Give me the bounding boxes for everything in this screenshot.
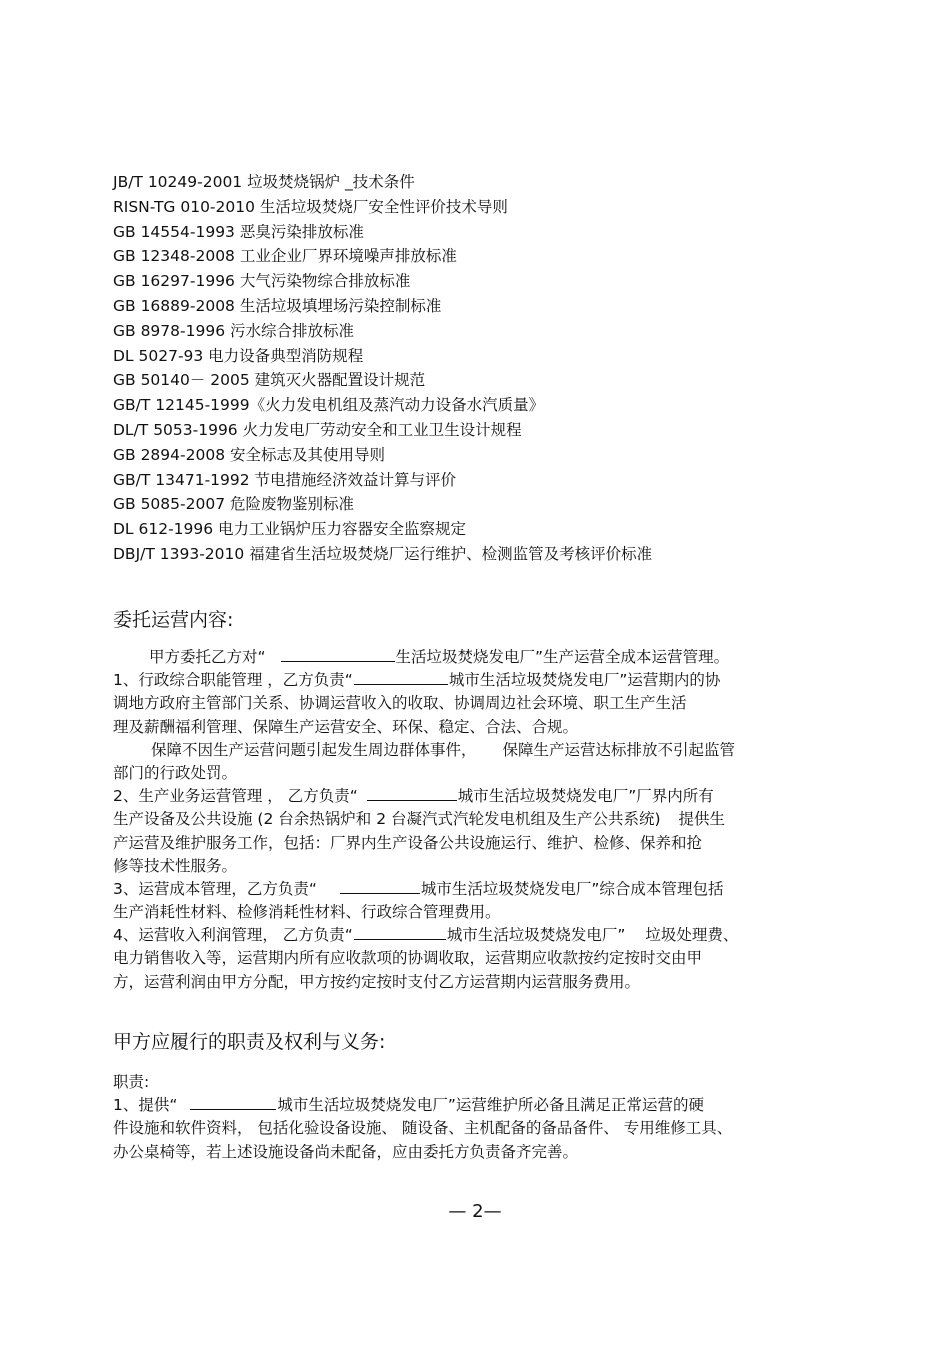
- text: 3、运营成本管理，乙方负责“: [113, 879, 317, 898]
- paragraph-line: 办公桌椅等，若上述设施设备尚未配备，应由委托方负责备齐完善。: [113, 1142, 579, 1161]
- text: 城市生活垃圾焚烧发电厂”运营期内的协: [448, 671, 721, 690]
- standard-item: RISN-TG 010-2010 生活垃圾焚烧厂安全性评价技术导则: [113, 197, 508, 216]
- paragraph-line: [113, 739, 853, 762]
- text: 城市生活垃圾焚烧发电厂”综合成本管理包括: [420, 879, 724, 898]
- text: 1、提供“: [113, 1096, 178, 1115]
- paragraph-line: 理及薪酬福利管理、保障生产运营安全、环保、稳定、合法、合规。: [113, 717, 579, 736]
- blank-underline: [281, 647, 395, 662]
- blank-underline: [190, 1095, 276, 1110]
- text: 甲方委托乙方对“: [149, 648, 266, 666]
- paragraph-line: [113, 924, 853, 947]
- standard-item: DL 5027-93 电力设备典型消防规程: [113, 346, 364, 365]
- standard-item: GB/T 12145-1999《火力发电机组及蒸汽动力设备水汽质量》: [113, 396, 545, 415]
- paragraph-line: 生产消耗性材料、检修消耗性材料、行政综合管理费用。: [113, 903, 501, 922]
- blank-underline: [354, 670, 448, 685]
- paragraph-line: 职责:: [113, 1073, 150, 1091]
- standard-item: GB/T 13471-1992 节电措施经济效益计算与评价: [113, 470, 457, 489]
- blank-underline: [367, 786, 457, 801]
- text: 城市生活垃圾焚烧发电厂”厂界内所有: [457, 787, 714, 806]
- paragraph-line: 产运营及维护服务工作，包括：厂界内生产设备公共设施运行、维护、检修、保养和抢: [113, 833, 703, 852]
- standard-item: GB 16889-2008 生活垃圾填埋场污染控制标准: [113, 296, 442, 315]
- section-body-party-a-duties: [113, 1071, 853, 1164]
- standards-list: [113, 170, 873, 567]
- paragraph-line: [113, 669, 853, 692]
- standard-item: GB 5085-2007 危险废物鉴别标准: [113, 495, 354, 514]
- paragraph-line: 调地方政府主管部门关系、协调运营收入的收取、协调周边社会环境、职工生产生活: [113, 694, 687, 713]
- standard-item: DL 612-1996 电力工业锅炉压力容器安全监察规定: [113, 520, 467, 539]
- paragraph-line: [113, 646, 853, 669]
- section-heading-entrusted-content: 委托运营内容:: [113, 609, 234, 631]
- text: 保障不因生产运营问题引起发生周边群体事件，: [151, 740, 477, 759]
- standard-item: DBJ/T 1393-2010 福建省生活垃圾焚烧厂运行维护、检测监管及考核评价标准: [113, 544, 653, 563]
- paragraph-line: 电力销售收入等，运营期内所有应收款项的协调收取，运营期应收款按约定按时交由甲: [113, 949, 703, 968]
- blank-underline: [354, 925, 446, 940]
- standard-item: GB 16297-1996 大气污染物综合排放标准: [113, 272, 411, 291]
- text: 生产设备及公共设施 (2 台余热锅炉和 2 台凝汽式汽轮发电机组及生产公共系统): [113, 810, 661, 829]
- text: 城市生活垃圾焚烧发电厂”运营维护所必备且满足正常运营的硬: [277, 1096, 704, 1115]
- paragraph-line: 部门的行政处罚。: [113, 763, 238, 782]
- text: 生活垃圾焚烧发电厂”生产运营全成本运营管理。: [395, 648, 730, 666]
- paragraph-line: [113, 808, 853, 831]
- text: 保障生产运营达标排放不引起监管: [502, 740, 736, 759]
- standard-item: GB 50140－ 2005 建筑灭火器配置设计规范: [113, 371, 426, 390]
- text: 4、运营收入利润管理， 乙方负责“: [113, 926, 353, 945]
- paragraph-line: 件设施和软件资料， 包括化验设备设施、 随设备、主机配备的备品备件、 专用维修工具、: [113, 1119, 733, 1138]
- text: 1、行政综合职能管理 ，乙方负责“: [113, 671, 353, 690]
- standard-item: GB 2894-2008 安全标志及其使用导则: [113, 445, 385, 464]
- paragraph-line: [113, 785, 853, 808]
- paragraph-line: [113, 1094, 853, 1117]
- paragraph-line: [113, 878, 853, 901]
- text: 城市生活垃圾焚烧发电厂”: [446, 926, 626, 945]
- standard-item: GB 8978-1996 污水综合排放标准: [113, 321, 354, 340]
- standard-item: DL/T 5053-1996 火力发电厂劳动安全和工业卫生设计规程: [113, 420, 522, 439]
- text: 2、生产业务运营管理 ， 乙方负责“: [113, 787, 358, 806]
- section-heading-party-a-duties: 甲方应履行的职责及权利与义务:: [113, 1031, 386, 1053]
- standard-item: GB 12348-2008 工业企业厂界环境噪声排放标准: [113, 247, 457, 266]
- text: 提供生: [678, 810, 726, 829]
- blank-underline: [340, 879, 420, 894]
- paragraph-line: 方，运营利润由甲方分配，甲方按约定按时支付乙方运营期内运营服务费用。: [113, 972, 641, 991]
- page-number: — 2—: [448, 1201, 502, 1222]
- section-body-entrusted-content: [113, 646, 853, 994]
- text: 垃圾处理费、: [645, 926, 739, 945]
- standard-item: GB 14554-1993 恶臭污染排放标准: [113, 222, 364, 241]
- paragraph-line: 修等技术性服务。: [113, 856, 238, 875]
- standard-item: JB/T 10249-2001 垃圾焚烧锅炉 _技术条件: [113, 173, 415, 191]
